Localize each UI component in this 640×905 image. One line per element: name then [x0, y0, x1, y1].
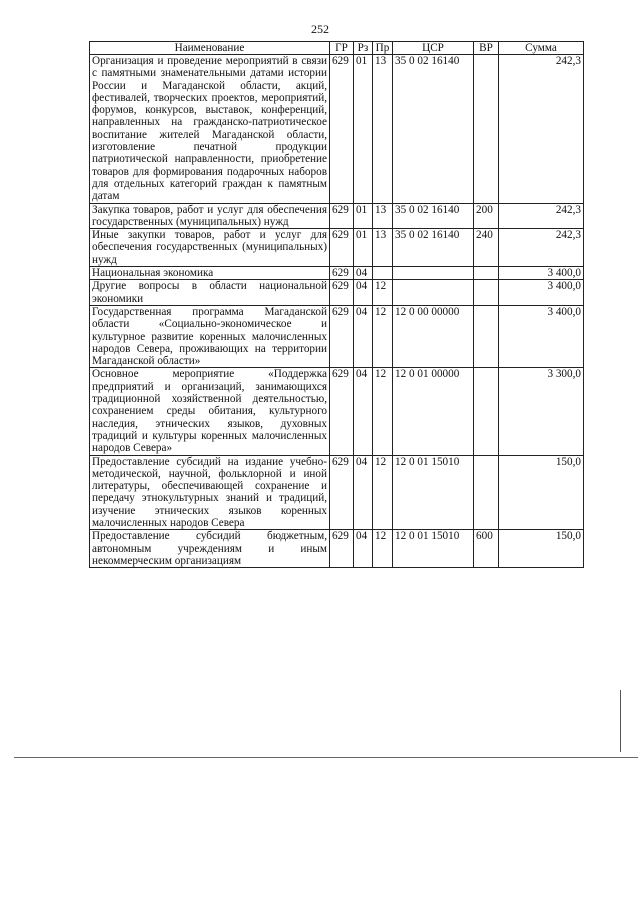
- row-sum: 242,3: [499, 55, 584, 204]
- margin-vertical-line: [620, 690, 621, 752]
- header-sum: Сумма: [499, 42, 584, 55]
- row-csr: [393, 280, 474, 306]
- row-pr: 12: [373, 455, 393, 530]
- row-rz: 01: [354, 229, 373, 267]
- row-name: Основное мероприятие «Поддержка предприятий и организаций, занимающихся традиционной хозяйственной деятельностью, сохранением среды обитания, культурного наследия, этнических языков, духовных традиций и культуры коренных малочисленных народов Севера»: [90, 368, 330, 455]
- row-gr: 629: [330, 55, 354, 204]
- table-row: [90, 203, 584, 229]
- row-pr: 12: [373, 530, 393, 568]
- header-rz: Рз: [354, 42, 373, 55]
- row-name: Национальная экономика: [90, 267, 330, 280]
- row-csr: 35 0 02 16140: [393, 55, 474, 204]
- header-csr: ЦСР: [393, 42, 474, 55]
- row-rz: 01: [354, 203, 373, 229]
- header-pr: Пр: [373, 42, 393, 55]
- row-csr: 12 0 01 00000: [393, 368, 474, 455]
- row-name: Предоставление субсидий на издание учебно-методической, научной, фольклорной и иной литературы, обеспечивающей сохранение и передачу этнокультурных знаний и традиций, изучение этнических языков коренных малочисленных народов Севера: [90, 455, 330, 530]
- row-gr: 629: [330, 305, 354, 367]
- row-gr: 629: [330, 203, 354, 229]
- row-csr: 12 0 01 15010: [393, 455, 474, 530]
- row-vr: 600: [474, 530, 499, 568]
- row-pr: [373, 267, 393, 280]
- row-rz: 04: [354, 267, 373, 280]
- header-gr: ГР: [330, 42, 354, 55]
- row-gr: 629: [330, 280, 354, 306]
- page-bottom-line: [14, 757, 638, 758]
- row-vr: [474, 305, 499, 367]
- row-sum: 242,3: [499, 203, 584, 229]
- row-rz: 04: [354, 305, 373, 367]
- row-pr: 12: [373, 368, 393, 455]
- row-name: Государственная программа Магаданской области «Социально-экономическое и культурное развитие коренных малочисленных народов Севера, проживающих на территории Магаданской области»: [90, 305, 330, 367]
- row-name: Иные закупки товаров, работ и услуг для обеспечения государственных (муниципальных) нужд: [90, 229, 330, 267]
- row-gr: 629: [330, 267, 354, 280]
- row-sum: 3 400,0: [499, 305, 584, 367]
- row-name: Закупка товаров, работ и услуг для обеспечения государственных (муниципальных) нужд: [90, 203, 330, 229]
- row-vr: 240: [474, 229, 499, 267]
- row-vr: [474, 280, 499, 306]
- row-rz: 04: [354, 368, 373, 455]
- row-sum: 3 400,0: [499, 267, 584, 280]
- header-row: [90, 42, 584, 55]
- row-pr: 13: [373, 229, 393, 267]
- row-csr: 12 0 01 15010: [393, 530, 474, 568]
- table-row: [90, 229, 584, 267]
- table-row: [90, 267, 584, 280]
- row-gr: 629: [330, 229, 354, 267]
- row-gr: 629: [330, 455, 354, 530]
- row-rz: 04: [354, 455, 373, 530]
- header-vr: ВР: [474, 42, 499, 55]
- row-rz: 01: [354, 55, 373, 204]
- row-sum: 3 400,0: [499, 280, 584, 306]
- budget-table: [89, 41, 584, 568]
- row-vr: [474, 267, 499, 280]
- row-gr: 629: [330, 368, 354, 455]
- row-name: Предоставление субсидий бюджетным, автономным учреждениям и иным некоммерческим организациям: [90, 530, 330, 568]
- row-csr: 35 0 02 16140: [393, 229, 474, 267]
- row-vr: [474, 368, 499, 455]
- table-row: [90, 280, 584, 306]
- table-row: [90, 530, 584, 568]
- table-row: [90, 455, 584, 530]
- table-row: [90, 55, 584, 204]
- row-csr: [393, 267, 474, 280]
- row-pr: 13: [373, 203, 393, 229]
- row-csr: 35 0 02 16140: [393, 203, 474, 229]
- row-sum: 3 300,0: [499, 368, 584, 455]
- row-pr: 12: [373, 280, 393, 306]
- row-rz: 04: [354, 530, 373, 568]
- page-number: 252: [311, 22, 329, 36]
- row-sum: 150,0: [499, 530, 584, 568]
- table-row: [90, 368, 584, 455]
- header-name: Наименование: [90, 42, 330, 55]
- row-rz: 04: [354, 280, 373, 306]
- row-pr: 13: [373, 55, 393, 204]
- row-gr: 629: [330, 530, 354, 568]
- row-csr: 12 0 00 00000: [393, 305, 474, 367]
- row-pr: 12: [373, 305, 393, 367]
- row-vr: [474, 455, 499, 530]
- table-row: [90, 305, 584, 367]
- row-vr: 200: [474, 203, 499, 229]
- row-vr: [474, 55, 499, 204]
- row-sum: 150,0: [499, 455, 584, 530]
- row-name: Организация и проведение мероприятий в связи с памятными знаменательными датами истории России и Магаданской области, акций, фестивалей, творческих проектов, мероприятий, форумов, конкурсов, выставок, конференций, направленных на гражданско-патриотическое воспитание жителей Магаданской области, изготовление печатной продукции патриотической направленности, приобретение товаров для формирования подарочных наборов для отдельных категорий граждан к памятным датам: [90, 55, 330, 204]
- row-sum: 242,3: [499, 229, 584, 267]
- row-name: Другие вопросы в области национальной экономики: [90, 280, 330, 306]
